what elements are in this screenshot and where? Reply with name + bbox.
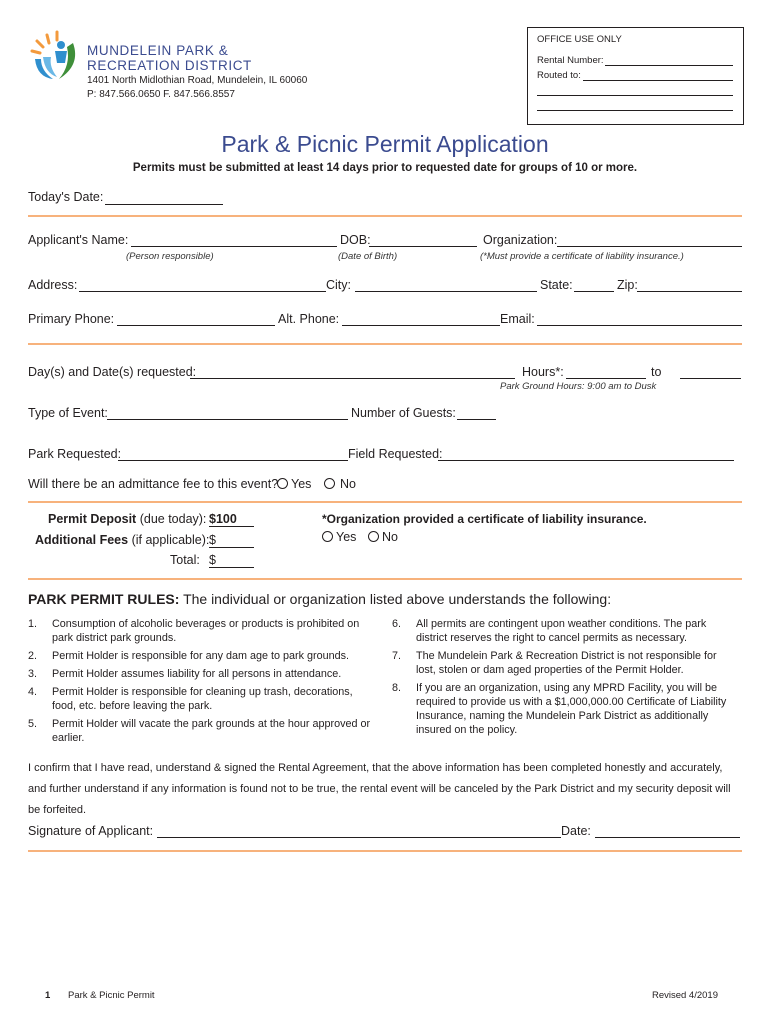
form-title: Park & Picnic Permit Application: [221, 131, 549, 157]
page-number: 1: [45, 990, 51, 1001]
zip-field[interactable]: [637, 291, 742, 292]
field-requested-field[interactable]: [438, 460, 734, 461]
permit-deposit-label: Permit Deposit: [48, 512, 137, 526]
rules-heading-bold: PARK PERMIT RULES:: [28, 591, 180, 607]
signature-label: Signature of Applicant:: [28, 824, 154, 838]
applicant-name-field[interactable]: [131, 246, 337, 247]
radio-icon[interactable]: [277, 478, 288, 489]
organization-field[interactable]: [557, 246, 742, 247]
certificate-yes-label: Yes: [336, 530, 357, 544]
rules-list-right: [392, 617, 732, 741]
admittance-yes-option[interactable]: [277, 477, 311, 491]
hours-to-label: to: [651, 365, 662, 379]
list-item: 6. All permits are contingent upon weather conditions. The park district reserves the right to cancel permits as necessary.: [392, 618, 707, 644]
admittance-question: Will there be an admittance fee to this event?: [28, 477, 279, 491]
city-field[interactable]: [355, 291, 537, 292]
primary-phone-label: Primary Phone:: [28, 312, 115, 326]
type-of-event-label: Type of Event:: [28, 406, 108, 420]
signature-field[interactable]: [157, 837, 561, 838]
total-label: Total:: [170, 553, 200, 567]
type-of-event-field[interactable]: [107, 419, 348, 420]
org-address: 1401 North Midlothian Road, Mundelein, IL 60060: [87, 75, 308, 86]
list-item: 4. Permit Holder is responsible for cleaning up trash, decorations, food, etc. before leaving the park.: [28, 686, 353, 712]
signature-date-label: Date:: [561, 824, 591, 838]
office-line-4[interactable]: [537, 110, 733, 111]
org-name-line1: MUNDELEIN PARK &: [87, 43, 229, 58]
list-item: 7. The Mundelein Park & Recreation District is not responsible for lost, stolen or dam aged properties of the Permit Holder.: [392, 650, 717, 676]
todays-date-label: Today's Date:: [28, 190, 104, 204]
section-divider: [28, 501, 742, 503]
organization-label: Organization:: [483, 233, 558, 247]
section-divider: [28, 343, 742, 345]
num-guests-field[interactable]: [457, 419, 496, 420]
radio-icon[interactable]: [322, 531, 333, 542]
applicant-name-hint: (Person responsible): [126, 251, 214, 262]
hours-from-field[interactable]: [566, 378, 646, 379]
rules-heading: [28, 591, 611, 607]
certificate-yes-option[interactable]: [322, 530, 356, 544]
admittance-no-label: No: [340, 477, 356, 491]
permit-deposit-note: (due today):: [139, 512, 207, 526]
dob-field[interactable]: [369, 246, 477, 247]
num-guests-label: Number of Guests:: [351, 406, 456, 420]
dob-label: DOB:: [340, 233, 371, 247]
permit-deposit-row: [48, 512, 206, 526]
applicant-name-label: Applicant's Name:: [28, 233, 129, 247]
org-phone: P: 847.566.0650 F. 847.566.8557: [87, 89, 235, 100]
rental-number-field[interactable]: [605, 65, 733, 66]
office-use-title: OFFICE USE ONLY: [537, 34, 622, 45]
signature-date-field[interactable]: [595, 837, 740, 838]
list-item: 2. Permit Holder is responsible for any dam age to park grounds.: [28, 650, 350, 662]
address-label: Address:: [28, 278, 78, 292]
field-requested-label: Field Requested:: [348, 447, 443, 461]
office-use-box: [527, 27, 744, 125]
dollar-sign: $: [209, 533, 216, 547]
permit-deposit-value: $100: [209, 512, 254, 527]
address-field[interactable]: [79, 291, 326, 292]
dollar-sign: $: [209, 553, 216, 567]
city-label: City:: [326, 278, 351, 292]
additional-fees-field[interactable]: [209, 533, 254, 548]
days-dates-field[interactable]: [190, 378, 515, 379]
list-item: 3. Permit Holder assumes liability for all persons in attendance.: [28, 668, 342, 680]
radio-icon[interactable]: [368, 531, 379, 542]
days-dates-label: Day(s) and Date(s) requested:: [28, 365, 197, 379]
certificate-no-label: No: [382, 530, 398, 544]
state-field[interactable]: [574, 291, 614, 292]
email-field[interactable]: [537, 325, 742, 326]
office-line-3[interactable]: [537, 95, 733, 96]
alt-phone-field[interactable]: [342, 325, 500, 326]
park-requested-label: Park Requested:: [28, 447, 122, 461]
rules-list-left: [28, 617, 373, 749]
routed-to-field[interactable]: [583, 80, 733, 81]
section-divider: [28, 850, 742, 852]
form-subtitle: Permits must be submitted at least 14 days prior to requested date for groups of 10 or more.: [132, 162, 638, 174]
total-field[interactable]: [209, 553, 254, 568]
todays-date-field[interactable]: [105, 204, 223, 205]
hours-label: Hours*:: [522, 365, 564, 379]
zip-label: Zip:: [617, 278, 638, 292]
admittance-yes-label: Yes: [291, 477, 312, 491]
list-item: 1. Consumption of alcoholic beverages or products is prohibited on park district park grounds.: [28, 618, 360, 644]
routed-to-label: Routed to:: [537, 70, 581, 81]
confirmation-text: I confirm that I have read, understand & signed the Rental Agreement, that the above information has been completed honestly and accurately, and further understand if any information is found not to be true, the rental event will be canceled by the Park District and my security deposit will be forfeited.: [28, 762, 731, 816]
park-requested-field[interactable]: [118, 460, 348, 461]
park-hours-note: Park Ground Hours: 9:00 am to Dusk: [500, 381, 657, 392]
list-item: 5. Permit Holder will vacate the park grounds at the hour approved or earlier.: [28, 718, 371, 744]
org-name-line2: RECREATION DISTRICT: [87, 58, 252, 73]
organization-hint: (*Must provide a certificate of liability insurance.): [480, 251, 684, 262]
rules-heading-text: The individual or organization listed above understands the following:: [183, 591, 612, 607]
district-logo: [29, 29, 81, 81]
footer-revised: Revised 4/2019: [651, 990, 718, 1001]
primary-phone-field[interactable]: [117, 325, 275, 326]
admittance-no-option[interactable]: [324, 477, 356, 491]
certificate-note: *Organization provided a certificate of liability insurance.: [322, 512, 647, 526]
footer-doc-name: Park & Picnic Permit: [68, 990, 155, 1001]
section-divider: [28, 578, 742, 580]
dob-hint: (Date of Birth): [338, 251, 398, 262]
section-divider: [28, 215, 742, 217]
additional-fees-note: (if applicable):: [131, 533, 210, 547]
radio-icon[interactable]: [324, 478, 335, 489]
additional-fees-row: [35, 533, 209, 547]
state-label: State:: [540, 278, 573, 292]
certificate-no-option[interactable]: [368, 530, 398, 544]
list-item: 8. If you are an organization, using any MPRD Facility, you will be required to provide us with a $1,000,000.00 Certificate of Liability Insurance, naming the Mundelein Park District as additionally insured on the policy.: [392, 682, 727, 736]
rental-number-label: Rental Number:: [537, 55, 604, 66]
alt-phone-label: Alt. Phone:: [278, 312, 340, 326]
hours-to-field[interactable]: [680, 378, 741, 379]
additional-fees-label: Additional Fees: [35, 533, 129, 547]
email-label: Email:: [500, 312, 535, 326]
